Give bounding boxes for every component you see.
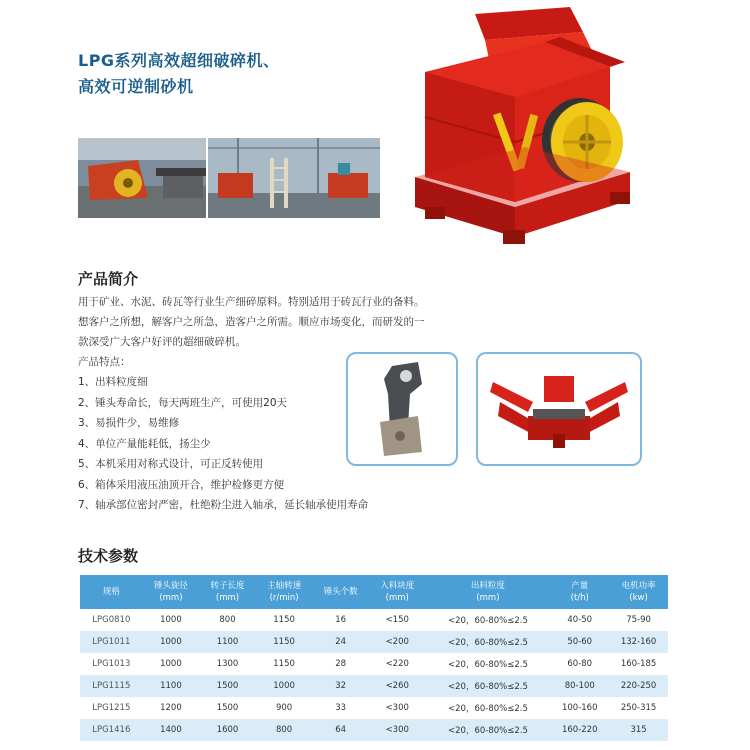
page-title bbox=[78, 48, 398, 100]
table-cell: 1100 bbox=[199, 631, 256, 653]
table-cell: 1150 bbox=[256, 653, 313, 675]
table-cell: 50-60 bbox=[550, 631, 609, 653]
cell-model: LPG1215 bbox=[80, 697, 143, 719]
table-cell: 28 bbox=[312, 653, 369, 675]
table-cell: <260 bbox=[369, 675, 426, 697]
table-row bbox=[80, 697, 668, 719]
table-cell: 33 bbox=[312, 697, 369, 719]
table-cell: 1100 bbox=[143, 675, 200, 697]
hammer-part-image bbox=[346, 352, 458, 466]
table-cell: 900 bbox=[256, 697, 313, 719]
table-cell: 60-80 bbox=[550, 653, 609, 675]
table-cell: 1500 bbox=[199, 675, 256, 697]
header-hammer-diameter: 锤头旋径 (mm) bbox=[143, 575, 200, 609]
header-output-size: 出料粒度 (mm) bbox=[426, 575, 551, 609]
feature-item: 4、单位产量能耗低，扬尘少 bbox=[78, 437, 211, 450]
table-cell: 250-315 bbox=[609, 697, 668, 719]
specs-heading: 技术参数 bbox=[78, 547, 139, 565]
cell-model: LPG1011 bbox=[80, 631, 143, 653]
table-cell: 1600 bbox=[199, 719, 256, 741]
table-cell: 1000 bbox=[143, 631, 200, 653]
table-row bbox=[80, 719, 668, 741]
spec-header-row bbox=[80, 575, 668, 609]
table-cell: <150 bbox=[369, 609, 426, 631]
header-spindle-speed: 主轴转速 (r/min) bbox=[256, 575, 313, 609]
cell-model: LPG1416 bbox=[80, 719, 143, 741]
table-row bbox=[80, 675, 668, 697]
table-cell: 160-220 bbox=[550, 719, 609, 741]
table-cell: 315 bbox=[609, 719, 668, 741]
table-cell: 1150 bbox=[256, 631, 313, 653]
table-cell: 24 bbox=[312, 631, 369, 653]
rotor-part-image bbox=[476, 352, 642, 466]
table-cell: 16 bbox=[312, 609, 369, 631]
table-cell: 160-185 bbox=[609, 653, 668, 675]
header-feed-size: 入料块度 (mm) bbox=[369, 575, 426, 609]
feature-item: 5、本机采用对称式设计，可正反转使用 bbox=[78, 458, 264, 470]
table-row bbox=[80, 609, 668, 631]
table-cell: 132-160 bbox=[609, 631, 668, 653]
table-cell: 1500 bbox=[199, 697, 256, 719]
table-cell: <20，60-80%≤2.5 bbox=[426, 719, 551, 741]
table-cell: 64 bbox=[312, 719, 369, 741]
feature-list bbox=[78, 372, 378, 516]
table-cell: <200 bbox=[369, 631, 426, 653]
factory-photo-right bbox=[208, 138, 380, 218]
header-model: 规格 bbox=[80, 575, 143, 609]
table-cell: <20，60-80%≤2.5 bbox=[426, 675, 551, 697]
factory-photo-left bbox=[78, 138, 206, 218]
feature-item: 2、锤头寿命长，每天两班生产，可使用20天 bbox=[78, 396, 288, 409]
spec-table bbox=[80, 575, 668, 741]
table-cell: 1000 bbox=[256, 675, 313, 697]
cell-model: LPG1013 bbox=[80, 653, 143, 675]
table-row bbox=[80, 653, 668, 675]
cell-model: LPG1115 bbox=[80, 675, 143, 697]
table-row bbox=[80, 631, 668, 653]
header-motor-power: 电机功率 (kw) bbox=[609, 575, 668, 609]
table-cell: 80-100 bbox=[550, 675, 609, 697]
table-cell: 1150 bbox=[256, 609, 313, 631]
table-cell: 800 bbox=[199, 609, 256, 631]
table-cell: 40-50 bbox=[550, 609, 609, 631]
title-line-2: 高效可逆制砂机 bbox=[78, 77, 194, 96]
feature-item: 7、轴承部位密封严密，杜绝粉尘进入轴承，延长轴承使用寿命 bbox=[78, 499, 369, 511]
table-cell: <300 bbox=[369, 719, 426, 741]
table-cell: <220 bbox=[369, 653, 426, 675]
title-line-1: LPG系列高效超细破碎机、 bbox=[78, 51, 280, 70]
table-cell: <20，60-80%≤2.5 bbox=[426, 653, 551, 675]
table-cell: 1300 bbox=[199, 653, 256, 675]
table-cell: 800 bbox=[256, 719, 313, 741]
intro-line: 产品特点： bbox=[78, 356, 131, 368]
intro-heading: 产品简介 bbox=[78, 270, 139, 288]
table-cell: 75-90 bbox=[609, 609, 668, 631]
header-capacity: 产量 (t/h) bbox=[550, 575, 609, 609]
table-cell: 100-160 bbox=[550, 697, 609, 719]
intro-line: 款深受广大客户好评的超细破碎机。 bbox=[78, 336, 246, 348]
table-cell: 1000 bbox=[143, 609, 200, 631]
intro-line: 用于矿业、水泥、砖瓦等行业生产细碎原料。特别适用于砖瓦行业的备料。 bbox=[78, 296, 425, 308]
crusher-main-photo bbox=[395, 2, 685, 260]
table-cell: 220-250 bbox=[609, 675, 668, 697]
header-hammer-count: 锤头个数 bbox=[312, 575, 369, 609]
table-cell: <300 bbox=[369, 697, 426, 719]
table-cell: <20，60-80%≤2.5 bbox=[426, 697, 551, 719]
feature-item: 6、箱体采用液压油顶开合，维护检修更方便 bbox=[78, 478, 285, 491]
feature-item: 3、易损件少，易维修 bbox=[78, 417, 180, 429]
table-cell: 1200 bbox=[143, 697, 200, 719]
feature-item: 1、出料粒度细 bbox=[78, 376, 148, 388]
table-cell: 1400 bbox=[143, 719, 200, 741]
table-cell: <20，60-80%≤2.5 bbox=[426, 609, 551, 631]
table-cell: 32 bbox=[312, 675, 369, 697]
intro-line: 想客户之所想，解客户之所急，造客户之所需。顺应市场变化，而研发的一 bbox=[78, 316, 425, 328]
cell-model: LPG0810 bbox=[80, 609, 143, 631]
table-cell: 1000 bbox=[143, 653, 200, 675]
header-rotor-length: 转子长度 (mm) bbox=[199, 575, 256, 609]
table-cell: <20，60-80%≤2.5 bbox=[426, 631, 551, 653]
